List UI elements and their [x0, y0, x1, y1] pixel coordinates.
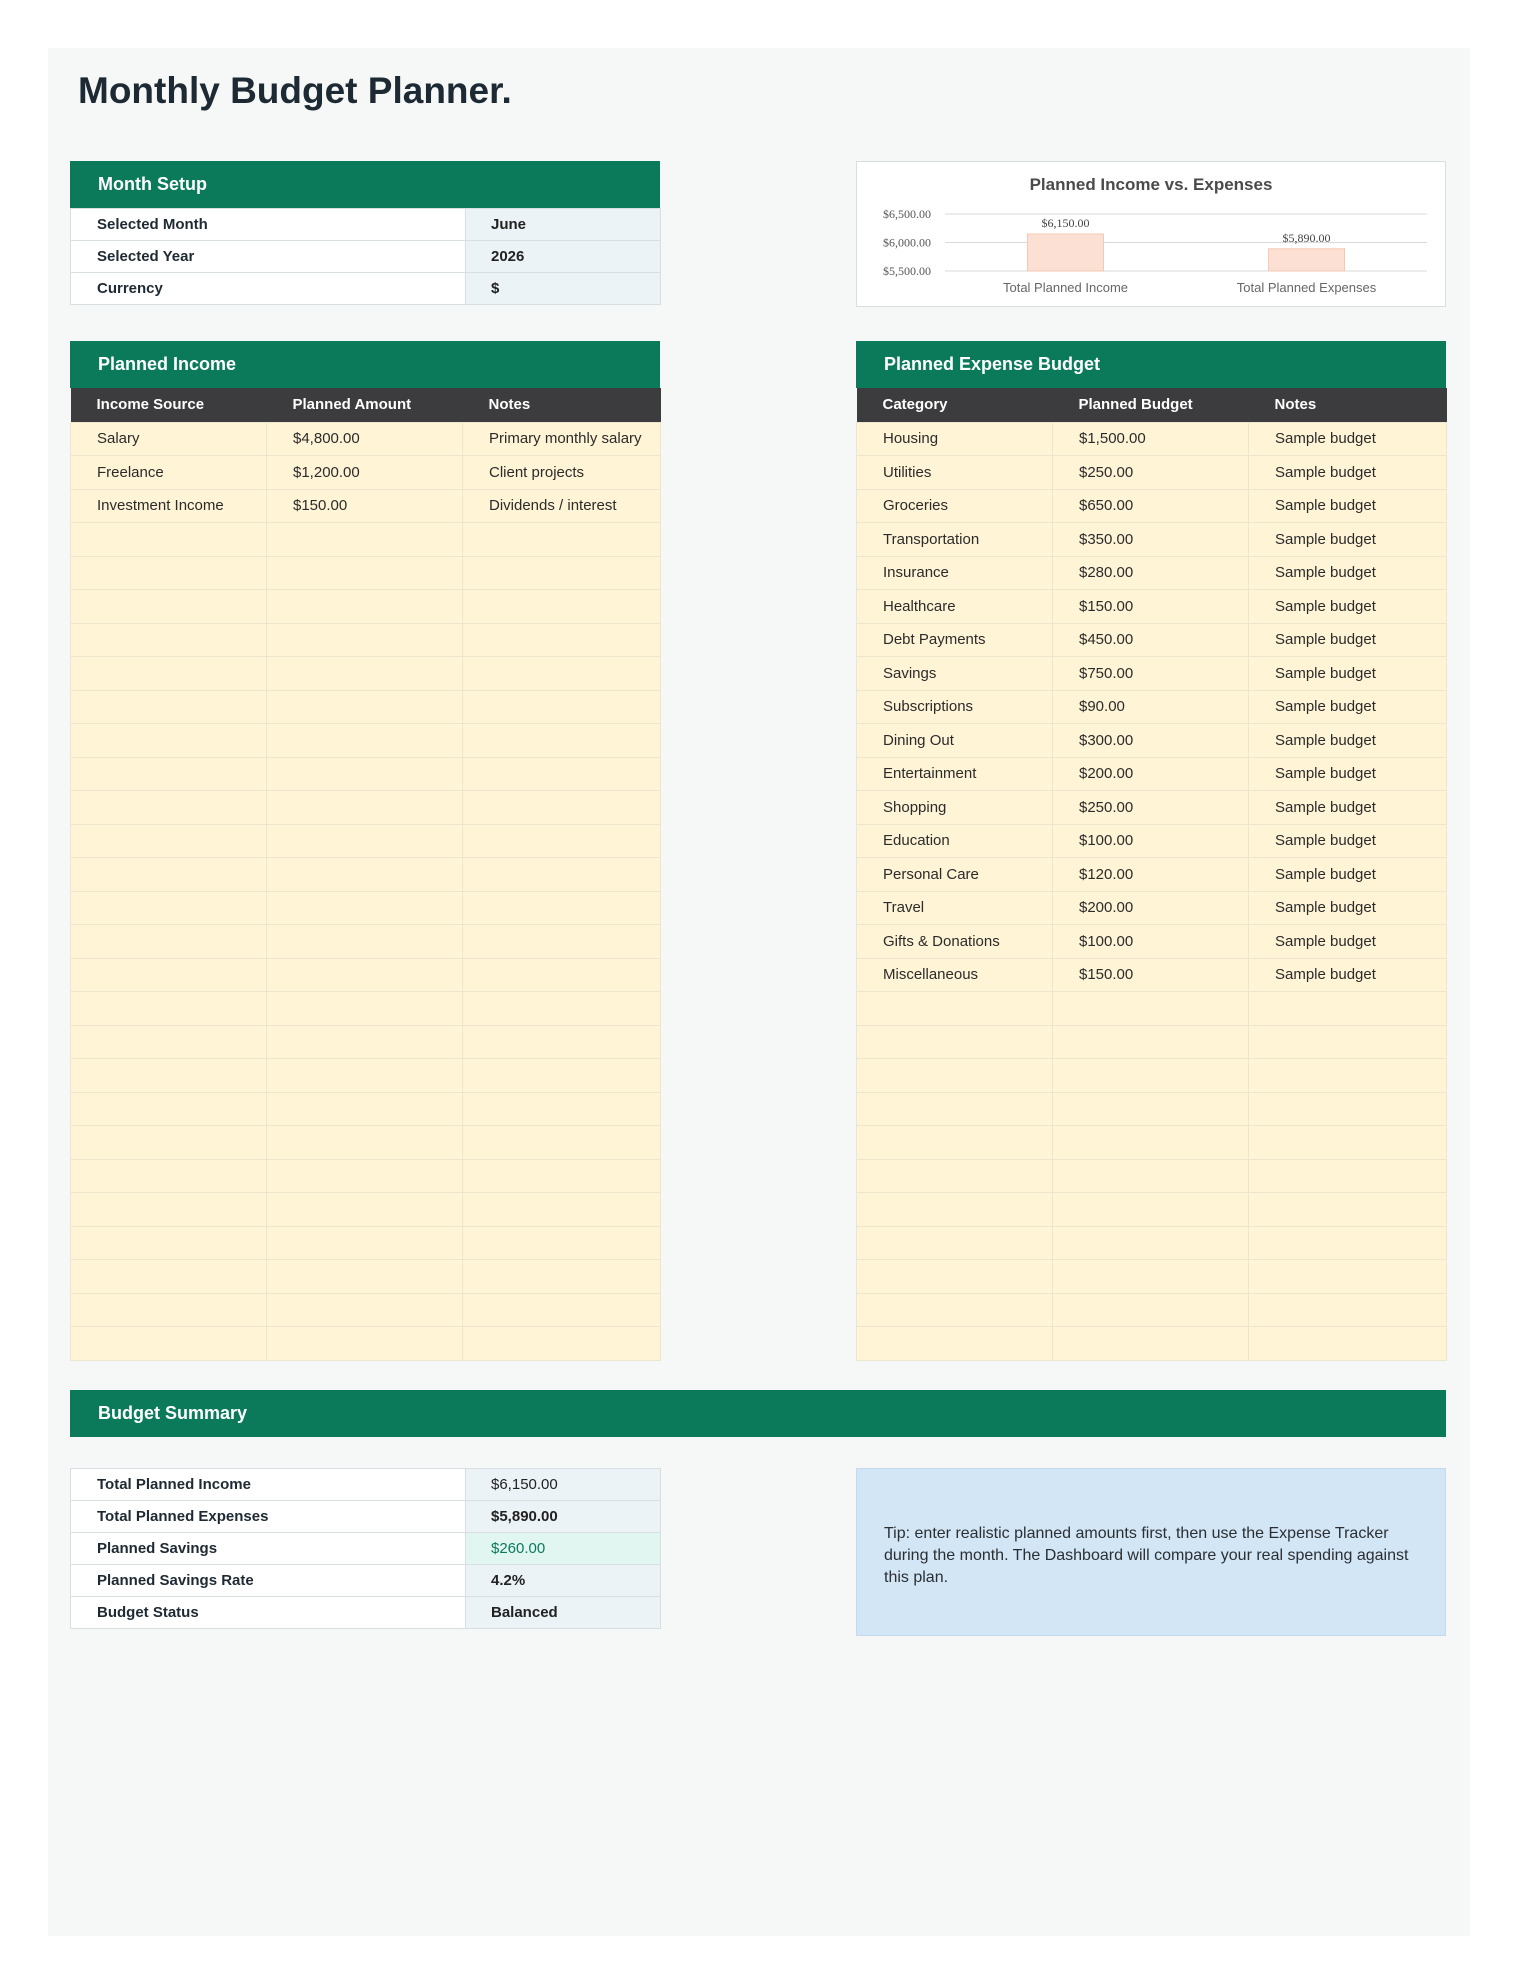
- income-cell[interactable]: [267, 523, 463, 557]
- income-row: [71, 422, 661, 456]
- expense-cell[interactable]: [1053, 1260, 1249, 1294]
- expense-row: [857, 657, 1447, 691]
- expense-cell[interactable]: Groceries: [857, 489, 1053, 523]
- expense-cell[interactable]: [857, 1260, 1053, 1294]
- income-cell[interactable]: [267, 958, 463, 992]
- income-cell[interactable]: [71, 1293, 267, 1327]
- income-cell[interactable]: [463, 523, 661, 557]
- expense-cell[interactable]: [1249, 1193, 1447, 1227]
- income-cell[interactable]: [463, 858, 661, 892]
- income-cell[interactable]: Salary: [71, 422, 267, 456]
- currency-cell[interactable]: $: [466, 273, 661, 305]
- summary-row-savings: [71, 1533, 661, 1565]
- expense-cell[interactable]: [857, 1159, 1053, 1193]
- income-cell[interactable]: [463, 1059, 661, 1093]
- income-row: [71, 1025, 661, 1059]
- expense-cell[interactable]: $250.00: [1053, 456, 1249, 490]
- income-row: [71, 1059, 661, 1093]
- expense-cell[interactable]: Sample budget: [1249, 657, 1447, 691]
- expense-row: [857, 992, 1447, 1026]
- expense-row: [857, 724, 1447, 758]
- selected-year-cell[interactable]: 2026: [466, 241, 661, 273]
- income-cell[interactable]: [463, 1327, 661, 1361]
- income-row: [71, 724, 661, 758]
- expense-cell[interactable]: Sample budget: [1249, 690, 1447, 724]
- expense-row: [857, 422, 1447, 456]
- expense-cell[interactable]: Dining Out: [857, 724, 1053, 758]
- planned-savings-value: $260.00: [466, 1533, 661, 1565]
- income-cell[interactable]: [71, 1092, 267, 1126]
- income-cell[interactable]: [71, 623, 267, 657]
- income-cell[interactable]: [71, 1025, 267, 1059]
- planned-expense-header: Planned Expense Budget: [856, 341, 1446, 388]
- expense-cell[interactable]: [1053, 1327, 1249, 1361]
- expense-cell[interactable]: Sample budget: [1249, 590, 1447, 624]
- expense-cell[interactable]: [857, 1293, 1053, 1327]
- expense-cell[interactable]: [1053, 1193, 1249, 1227]
- income-cell[interactable]: [463, 1126, 661, 1160]
- budget-summary-table: [70, 1468, 661, 1629]
- chart-title: Planned Income vs. Expenses: [1029, 175, 1273, 194]
- expense-cell[interactable]: $750.00: [1053, 657, 1249, 691]
- income-column-headers: [71, 388, 661, 422]
- month-setup-table: [70, 208, 661, 305]
- expense-row: [857, 1059, 1447, 1093]
- income-cell[interactable]: $1,200.00: [267, 456, 463, 490]
- expense-row: [857, 791, 1447, 825]
- income-cell[interactable]: [267, 657, 463, 691]
- summary-row-status: [71, 1597, 661, 1629]
- income-cell[interactable]: [71, 690, 267, 724]
- income-row: [71, 523, 661, 557]
- income-cell[interactable]: [71, 891, 267, 925]
- selected-month-cell[interactable]: June: [466, 209, 661, 241]
- income-cell[interactable]: [463, 657, 661, 691]
- expense-cell[interactable]: [857, 1126, 1053, 1160]
- expense-cell[interactable]: Sample budget: [1249, 958, 1447, 992]
- income-cell[interactable]: [267, 724, 463, 758]
- setup-row-year: [71, 241, 661, 273]
- income-row: [71, 891, 661, 925]
- income-cell[interactable]: [267, 1327, 463, 1361]
- expense-cell[interactable]: [857, 1193, 1053, 1227]
- income-cell[interactable]: [267, 1260, 463, 1294]
- income-cell[interactable]: [267, 1293, 463, 1327]
- setup-label: Selected Month: [71, 209, 466, 241]
- income-row: [71, 556, 661, 590]
- income-cell[interactable]: [71, 791, 267, 825]
- expense-cell[interactable]: Sample budget: [1249, 858, 1447, 892]
- expense-row: [857, 1126, 1447, 1160]
- chart-x-tick-label: Total Planned Expenses: [1236, 280, 1377, 295]
- income-cell[interactable]: [267, 824, 463, 858]
- expense-row: [857, 523, 1447, 557]
- summary-row-income: [71, 1469, 661, 1501]
- expense-row: [857, 1193, 1447, 1227]
- income-cell[interactable]: [71, 1126, 267, 1160]
- expense-row: [857, 623, 1447, 657]
- expense-cell[interactable]: Sample budget: [1249, 824, 1447, 858]
- expense-cell[interactable]: [1249, 1226, 1447, 1260]
- expense-cell[interactable]: Utilities: [857, 456, 1053, 490]
- expense-cell[interactable]: $90.00: [1053, 690, 1249, 724]
- expense-row: [857, 958, 1447, 992]
- expense-cell[interactable]: [1053, 1126, 1249, 1160]
- expense-row: [857, 456, 1447, 490]
- expense-cell[interactable]: [857, 1092, 1053, 1126]
- income-cell[interactable]: [71, 958, 267, 992]
- planned-income-header: Planned Income: [70, 341, 660, 388]
- income-cell[interactable]: [463, 556, 661, 590]
- setup-label: Currency: [71, 273, 466, 305]
- income-cell[interactable]: [463, 891, 661, 925]
- column-header-planned-budget: Planned Budget: [1053, 388, 1249, 422]
- income-row: [71, 623, 661, 657]
- expense-cell[interactable]: Debt Payments: [857, 623, 1053, 657]
- expense-cell[interactable]: Sample budget: [1249, 422, 1447, 456]
- summary-label: Budget Status: [71, 1597, 466, 1629]
- expense-row: [857, 1327, 1447, 1361]
- income-cell[interactable]: [71, 1327, 267, 1361]
- expense-cell[interactable]: $100.00: [1053, 824, 1249, 858]
- expense-cell[interactable]: $200.00: [1053, 757, 1249, 791]
- chart-y-tick-label: $5,500.00: [883, 264, 931, 278]
- budget-summary-header: Budget Summary: [70, 1390, 1446, 1437]
- expense-cell[interactable]: Gifts & Donations: [857, 925, 1053, 959]
- income-row: [71, 690, 661, 724]
- income-cell[interactable]: [463, 623, 661, 657]
- income-cell[interactable]: $4,800.00: [267, 422, 463, 456]
- income-cell[interactable]: [463, 757, 661, 791]
- income-cell[interactable]: [463, 925, 661, 959]
- expense-cell[interactable]: Housing: [857, 422, 1053, 456]
- expense-cell[interactable]: [857, 1025, 1053, 1059]
- summary-row-savings-rate: [71, 1565, 661, 1597]
- expense-row: [857, 925, 1447, 959]
- expense-cell[interactable]: [1053, 1159, 1249, 1193]
- summary-label: Total Planned Income: [71, 1469, 466, 1501]
- expense-cell[interactable]: $1,500.00: [1053, 422, 1249, 456]
- income-cell[interactable]: [71, 556, 267, 590]
- expense-row: [857, 824, 1447, 858]
- expense-cell[interactable]: [857, 1226, 1053, 1260]
- chart-y-tick-label: $6,500.00: [883, 207, 931, 221]
- expense-row: [857, 590, 1447, 624]
- expense-row: [857, 690, 1447, 724]
- chart-data-label: $5,890.00: [1282, 230, 1331, 245]
- income-cell[interactable]: [267, 623, 463, 657]
- expense-cell[interactable]: Savings: [857, 657, 1053, 691]
- income-row: [71, 1327, 661, 1361]
- page-title: Monthly Budget Planner.: [78, 70, 512, 111]
- income-row: [71, 1159, 661, 1193]
- income-cell[interactable]: [267, 1025, 463, 1059]
- chart-data-label: $6,150.00: [1041, 215, 1090, 230]
- income-cell[interactable]: [71, 724, 267, 758]
- expense-row: [857, 1226, 1447, 1260]
- income-row: [71, 1126, 661, 1160]
- income-cell[interactable]: [267, 925, 463, 959]
- total-planned-income-value: $6,150.00: [466, 1469, 661, 1501]
- income-cell[interactable]: [71, 1059, 267, 1093]
- expense-cell[interactable]: [1053, 1025, 1249, 1059]
- expense-cell[interactable]: [857, 992, 1053, 1026]
- expense-cell[interactable]: Sample budget: [1249, 489, 1447, 523]
- income-row: [71, 1226, 661, 1260]
- expense-cell[interactable]: [1249, 1293, 1447, 1327]
- expense-cell[interactable]: $100.00: [1053, 925, 1249, 959]
- expense-cell[interactable]: Sample budget: [1249, 456, 1447, 490]
- expense-cell[interactable]: $300.00: [1053, 724, 1249, 758]
- column-header-notes: Notes: [463, 388, 661, 422]
- expense-row: [857, 891, 1447, 925]
- income-row: [71, 456, 661, 490]
- chart-bar: [1269, 249, 1345, 271]
- setup-label: Selected Year: [71, 241, 466, 273]
- expense-row: [857, 757, 1447, 791]
- total-planned-expenses-value: $5,890.00: [466, 1501, 661, 1533]
- income-cell[interactable]: [267, 1159, 463, 1193]
- expense-cell[interactable]: Subscriptions: [857, 690, 1053, 724]
- income-cell[interactable]: [71, 1260, 267, 1294]
- chart-y-tick-label: $6,000.00: [883, 235, 931, 250]
- expense-cell[interactable]: Sample budget: [1249, 556, 1447, 590]
- expense-cell[interactable]: [1053, 1226, 1249, 1260]
- income-cell[interactable]: [71, 1226, 267, 1260]
- chart-bar: [1028, 234, 1104, 271]
- income-cell[interactable]: [71, 1159, 267, 1193]
- income-cell[interactable]: [267, 556, 463, 590]
- income-cell[interactable]: [267, 858, 463, 892]
- income-cell[interactable]: [463, 791, 661, 825]
- income-row: [71, 992, 661, 1026]
- expense-cell[interactable]: $650.00: [1053, 489, 1249, 523]
- chart-x-tick-label: Total Planned Income: [1002, 280, 1129, 295]
- income-cell[interactable]: [267, 1126, 463, 1160]
- expense-row: [857, 1159, 1447, 1193]
- setup-row-month: [71, 209, 661, 241]
- income-cell[interactable]: Investment Income: [71, 489, 267, 523]
- income-cell[interactable]: [463, 690, 661, 724]
- expense-cell[interactable]: Sample budget: [1249, 724, 1447, 758]
- expense-cell[interactable]: [1249, 1092, 1447, 1126]
- income-cell[interactable]: [267, 757, 463, 791]
- expense-cell[interactable]: $200.00: [1053, 891, 1249, 925]
- income-cell[interactable]: [463, 1025, 661, 1059]
- chart-canvas: [857, 162, 1445, 306]
- month-setup-header: Month Setup: [70, 161, 660, 208]
- income-row: [71, 925, 661, 959]
- expense-cell[interactable]: Healthcare: [857, 590, 1053, 624]
- planned-income-table: [70, 388, 661, 1361]
- income-cell[interactable]: Freelance: [71, 456, 267, 490]
- expense-row: [857, 489, 1447, 523]
- income-row: [71, 757, 661, 791]
- expense-cell[interactable]: [1249, 1025, 1447, 1059]
- expense-cell[interactable]: Insurance: [857, 556, 1053, 590]
- expense-cell[interactable]: [1249, 992, 1447, 1026]
- income-cell[interactable]: Primary monthly salary: [463, 422, 661, 456]
- expense-column-headers: [857, 388, 1447, 422]
- planned-expense-table: [856, 388, 1447, 1361]
- setup-row-currency: [71, 273, 661, 305]
- income-cell[interactable]: [463, 958, 661, 992]
- expense-cell[interactable]: [1249, 1159, 1447, 1193]
- expense-cell[interactable]: [1249, 1126, 1447, 1160]
- expense-cell[interactable]: Sample budget: [1249, 523, 1447, 557]
- expense-cell[interactable]: $150.00: [1053, 590, 1249, 624]
- income-cell[interactable]: [463, 1092, 661, 1126]
- tip-note: Tip: enter realistic planned amounts first, then use the Expense Tracker during the month. The Dashboard will compare your real spending against this plan.: [856, 1468, 1446, 1636]
- income-row: [71, 657, 661, 691]
- expense-cell[interactable]: Sample budget: [1249, 925, 1447, 959]
- income-row: [71, 958, 661, 992]
- expense-cell[interactable]: Sample budget: [1249, 757, 1447, 791]
- income-cell[interactable]: [463, 1159, 661, 1193]
- expense-cell[interactable]: Entertainment: [857, 757, 1053, 791]
- summary-row-expenses: [71, 1501, 661, 1533]
- column-header-planned-amount: Planned Amount: [267, 388, 463, 422]
- expense-row: [857, 1293, 1447, 1327]
- expense-cell[interactable]: Shopping: [857, 791, 1053, 825]
- income-row: [71, 1260, 661, 1294]
- expense-cell[interactable]: [857, 1059, 1053, 1093]
- income-cell[interactable]: [71, 757, 267, 791]
- income-row: [71, 489, 661, 523]
- expense-row: [857, 556, 1447, 590]
- expense-cell[interactable]: Personal Care: [857, 858, 1053, 892]
- income-vs-expenses-chart: [856, 161, 1446, 307]
- income-cell[interactable]: [267, 1092, 463, 1126]
- income-cell[interactable]: [463, 1293, 661, 1327]
- income-cell[interactable]: [463, 1226, 661, 1260]
- expense-cell[interactable]: $450.00: [1053, 623, 1249, 657]
- income-row: [71, 858, 661, 892]
- expense-cell[interactable]: $250.00: [1053, 791, 1249, 825]
- budget-status-value: Balanced: [466, 1597, 661, 1629]
- expense-cell[interactable]: [1053, 992, 1249, 1026]
- income-cell[interactable]: [267, 992, 463, 1026]
- income-cell[interactable]: [267, 1193, 463, 1227]
- expense-cell[interactable]: [1053, 1059, 1249, 1093]
- income-row: [71, 1293, 661, 1327]
- income-cell[interactable]: [267, 791, 463, 825]
- expense-cell[interactable]: $150.00: [1053, 958, 1249, 992]
- expense-cell[interactable]: [1249, 1327, 1447, 1361]
- income-cell[interactable]: Client projects: [463, 456, 661, 490]
- income-cell[interactable]: [71, 657, 267, 691]
- income-row: [71, 590, 661, 624]
- income-cell[interactable]: [463, 1260, 661, 1294]
- summary-label: Planned Savings: [71, 1533, 466, 1565]
- expense-cell[interactable]: Transportation: [857, 523, 1053, 557]
- expense-row: [857, 858, 1447, 892]
- income-cell[interactable]: [71, 523, 267, 557]
- income-cell[interactable]: [71, 858, 267, 892]
- summary-label: Total Planned Expenses: [71, 1501, 466, 1533]
- expense-cell[interactable]: $120.00: [1053, 858, 1249, 892]
- expense-cell[interactable]: Sample budget: [1249, 891, 1447, 925]
- expense-row: [857, 1092, 1447, 1126]
- income-cell[interactable]: Dividends / interest: [463, 489, 661, 523]
- income-cell[interactable]: [267, 1226, 463, 1260]
- expense-cell[interactable]: [1053, 1293, 1249, 1327]
- expense-cell[interactable]: Sample budget: [1249, 791, 1447, 825]
- income-row: [71, 824, 661, 858]
- income-row: [71, 1092, 661, 1126]
- expense-row: [857, 1260, 1447, 1294]
- income-row: [71, 791, 661, 825]
- column-header-income-source: Income Source: [71, 388, 267, 422]
- income-cell[interactable]: [71, 824, 267, 858]
- expense-cell[interactable]: [1053, 1092, 1249, 1126]
- summary-label: Planned Savings Rate: [71, 1565, 466, 1597]
- expense-cell[interactable]: Sample budget: [1249, 623, 1447, 657]
- income-row: [71, 1193, 661, 1227]
- expense-cell[interactable]: Education: [857, 824, 1053, 858]
- expense-row: [857, 1025, 1447, 1059]
- income-cell[interactable]: [71, 1193, 267, 1227]
- income-cell[interactable]: [267, 891, 463, 925]
- income-cell[interactable]: [267, 1059, 463, 1093]
- income-cell[interactable]: [71, 992, 267, 1026]
- expense-cell[interactable]: $280.00: [1053, 556, 1249, 590]
- expense-cell[interactable]: [1249, 1059, 1447, 1093]
- expense-cell[interactable]: Miscellaneous: [857, 958, 1053, 992]
- expense-cell[interactable]: Travel: [857, 891, 1053, 925]
- expense-cell[interactable]: $350.00: [1053, 523, 1249, 557]
- expense-cell[interactable]: [1249, 1260, 1447, 1294]
- income-cell[interactable]: [267, 590, 463, 624]
- column-header-notes: Notes: [1249, 388, 1447, 422]
- income-cell[interactable]: [463, 724, 661, 758]
- income-cell[interactable]: [463, 1193, 661, 1227]
- income-cell[interactable]: [463, 992, 661, 1026]
- expense-cell[interactable]: [857, 1327, 1053, 1361]
- income-cell[interactable]: [71, 590, 267, 624]
- column-header-category: Category: [857, 388, 1053, 422]
- income-cell[interactable]: [267, 690, 463, 724]
- income-cell[interactable]: [463, 590, 661, 624]
- income-cell[interactable]: [463, 824, 661, 858]
- income-cell[interactable]: $150.00: [267, 489, 463, 523]
- income-cell[interactable]: [71, 925, 267, 959]
- planned-savings-rate-value: 4.2%: [466, 1565, 661, 1597]
